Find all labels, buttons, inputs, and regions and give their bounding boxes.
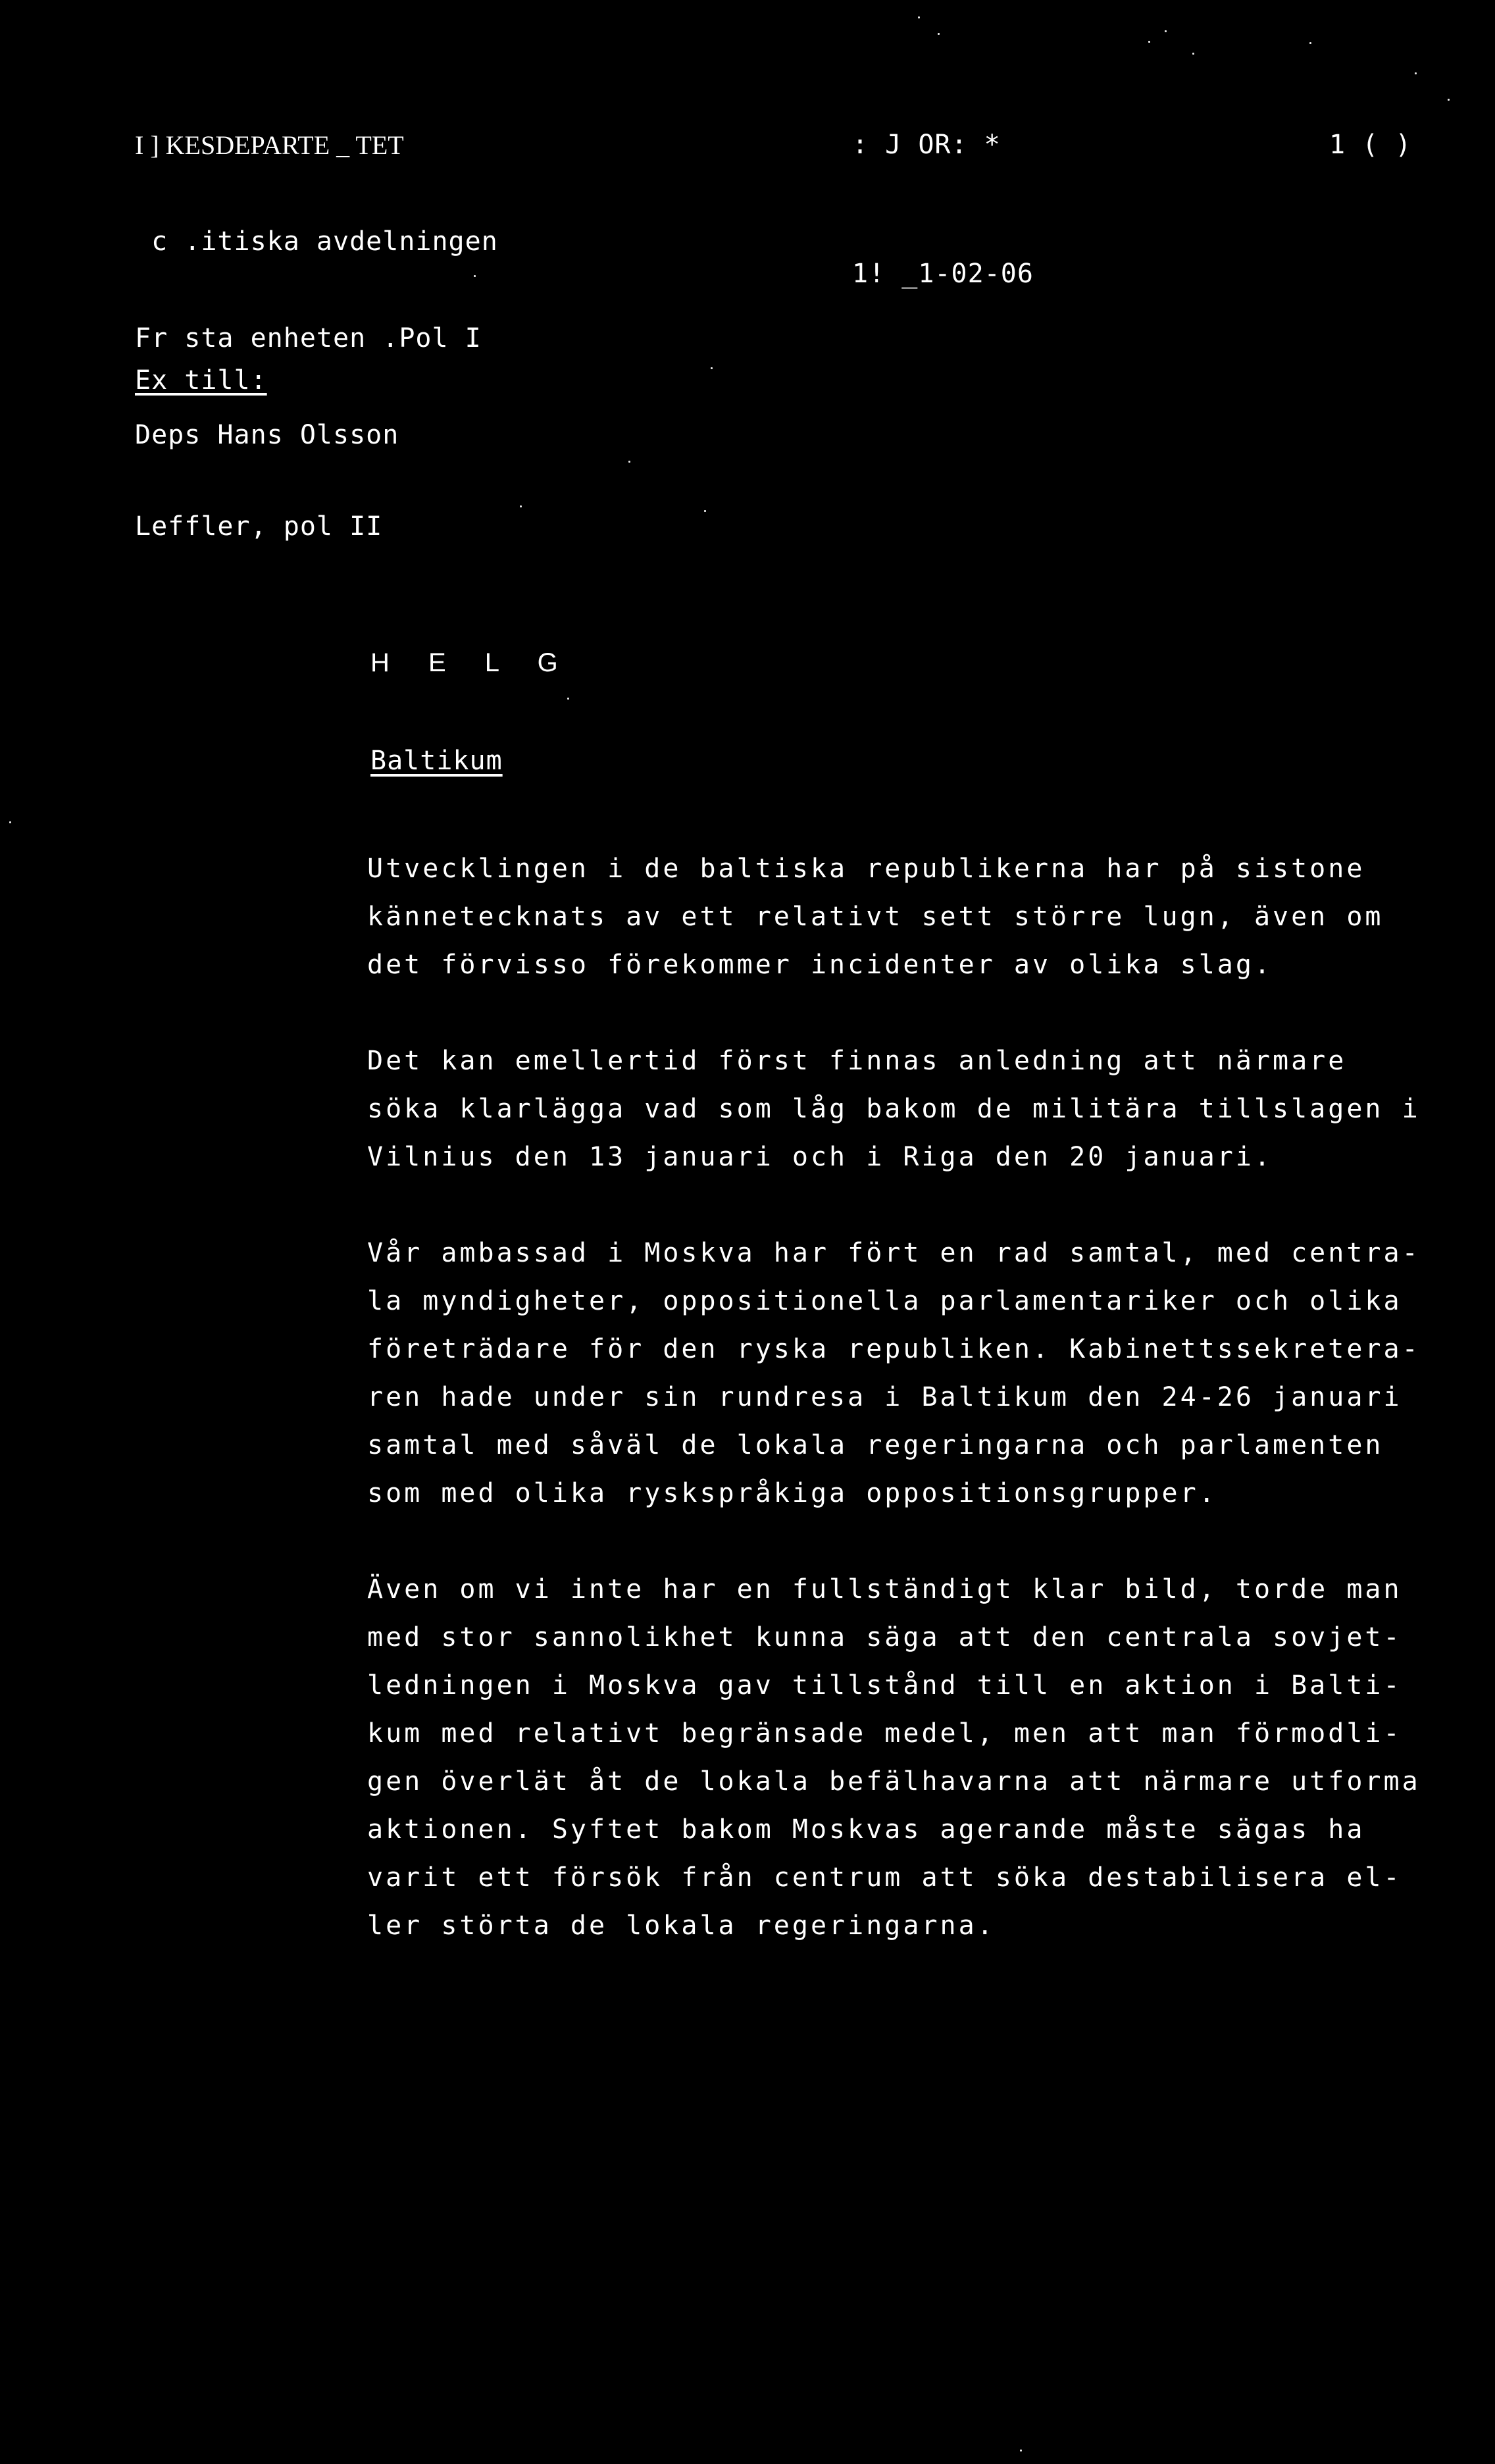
scan-speck: [704, 510, 706, 512]
unit-name: Fr sta enheten .Pol I: [135, 323, 482, 353]
scan-speck: [918, 16, 920, 18]
text-line: söka klarlägga vad som låg bakom de militära tillslagen i: [367, 1094, 1421, 1124]
text-line: Det kan emellertid först finnas anledning att närmare: [367, 1046, 1347, 1076]
copies-recipient: Leffler, pol II: [135, 511, 383, 542]
text-line: som med olika ryskspråkiga oppositionsgrupper.: [367, 1478, 1217, 1508]
scan-speck: [1192, 53, 1194, 55]
paragraph: [367, 1566, 1486, 1950]
author-name: Deps Hans Olsson: [135, 420, 399, 450]
scan-speck: [938, 33, 940, 35]
text-line: ledningen i Moskva gav tillstånd till en aktion i Balti-: [367, 1670, 1402, 1701]
scan-speck: [474, 275, 476, 277]
department-name: c .itiska avdelningen: [135, 226, 498, 257]
memo-heading: H E L G: [370, 648, 574, 677]
scan-speck: [1165, 30, 1167, 32]
scan-speck: [1020, 2450, 1022, 2451]
text-line: la myndigheter, oppositionella parlamentariker och olika: [367, 1286, 1402, 1316]
text-line: Vilnius den 13 januari och i Riga den 20 januari.: [367, 1142, 1273, 1172]
paragraph: [367, 1229, 1486, 1518]
text-line: ler störta de lokala regeringarna.: [367, 1911, 996, 1941]
doc-type-label: : J OR: *: [852, 130, 1001, 160]
text-line: samtal med såväl de lokala regeringarna och parlamenten: [367, 1430, 1384, 1460]
text-line: ren hade under sin rundresa i Baltikum den 24-26 januari: [367, 1382, 1402, 1412]
scan-speck: [9, 821, 11, 823]
text-line: aktionen. Syftet bakom Moskvas agerande måste sägas ha: [367, 1814, 1365, 1845]
paragraph: [367, 1037, 1486, 1181]
scan-speck: [1448, 99, 1450, 101]
ministry-name: I ] KESDEPARTE _ TET: [135, 130, 404, 160]
text-line: det förvisso förekommer incidenter av olika slag.: [367, 950, 1273, 980]
text-line: företrädare för den ryska republiken. Kabinettssekretera-: [367, 1334, 1421, 1364]
scan-speck: [1309, 42, 1311, 44]
text-line: kännetecknats av ett relativt sett större lugn, även om: [367, 902, 1384, 932]
copies-label: Ex till:: [135, 365, 267, 396]
text-line: Även om vi inte har en fullständigt klar bild, torde man: [367, 1574, 1402, 1604]
text-line: Utvecklingen i de baltiska republikerna har på sistone: [367, 854, 1365, 884]
scan-speck: [520, 505, 522, 507]
scan-speck: [711, 367, 713, 369]
text-line: varit ett försök från centrum att söka destabilisera el-: [367, 1862, 1402, 1893]
text-line: Vår ambassad i Moskva har fört en rad samtal, med centra-: [367, 1238, 1421, 1268]
doc-date: 1! _1-02-06: [852, 259, 1034, 289]
text-line: gen överlät åt de lokala befälhavarna att närmare utforma: [367, 1766, 1421, 1797]
paragraph: [367, 845, 1486, 989]
scan-speck: [628, 461, 630, 463]
scan-speck: [1148, 41, 1150, 43]
text-line: med stor sannolikhet kunna säga att den centrala sovjet-: [367, 1622, 1402, 1653]
copies-block: [135, 259, 382, 648]
page-number: 1 ( ): [1329, 130, 1412, 160]
doc-meta: [852, 64, 1034, 387]
scan-speck: [1415, 72, 1417, 74]
memo-body: [367, 845, 1486, 1998]
section-title: Baltikum: [370, 746, 503, 776]
scan-speck: [567, 698, 569, 700]
text-line: kum med relativt begränsade medel, men att man förmodli-: [367, 1718, 1402, 1749]
